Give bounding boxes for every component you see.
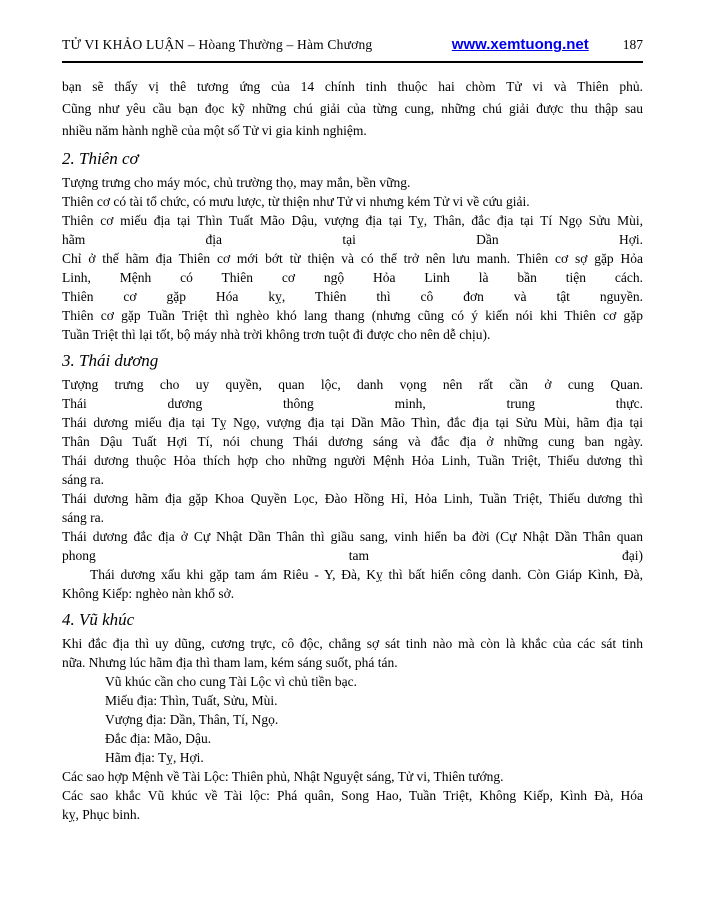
text-line: Thái dương miếu địa tại Tỵ Ngọ, vượng địa tại Dần Mão Thìn, đắc địa tại Sửu Mùi, hãm địa tại (62, 415, 643, 430)
text-line: Thiên cơ miếu địa tại Thìn Tuất Mão Dậu, vượng địa tại Tỵ, Thân, đắc địa tại Tí Ngọ Sửu Mùi, (62, 213, 643, 228)
text-line: Khi đắc địa thì uy dũng, cương trực, cô độc, chẳng sợ sát tinh nào mà còn là khắc của các sát tinh (62, 636, 643, 651)
site-link[interactable]: www.xemtuong.net (451, 36, 589, 53)
text-line: hãm địa tại Dần Hợi. (62, 232, 643, 247)
text-line: Hãm địa: Tỵ, Hợi. (105, 750, 204, 765)
intro-paragraph (62, 76, 643, 142)
text-line: Thiên cơ có tài tổ chức, có mưu lược, từ thiện như Tử vi nhưng kém Tử vi về cứu giải. (62, 194, 530, 209)
text-line: Thái dương thuộc Hỏa thích hợp cho những người Mệnh Hỏa Linh, Tuần Triệt, Thiếu dương thì (62, 453, 643, 468)
section-thien-co (62, 173, 643, 344)
section-heading-vu-khuc: 4. Vũ khúc (62, 610, 135, 629)
section-thai-duong (62, 375, 643, 603)
text-line: Thái dương xấu khi gặp tam ám Riêu - Y, Đà, Kỵ thì bất hiển công danh. Còn Giáp Kình, Đà, (90, 567, 643, 582)
section-heading-thai-duong: 3. Thái dương (62, 351, 159, 370)
section-vu-khuc (62, 634, 643, 824)
section-heading-thien-co: 2. Thiên cơ (62, 149, 139, 168)
page-header (62, 36, 643, 63)
text-line: Tượng trưng cho uy quyền, quan lộc, danh vọng nên rất cần ở cung Quan. (62, 377, 643, 392)
text-line: Miếu địa: Thìn, Tuất, Sửu, Mùi. (105, 693, 278, 708)
text-line: Vượng địa: Dần, Thân, Tí, Ngọ. (105, 712, 279, 727)
text-line: Tượng trưng cho máy móc, chủ trường thọ, may mắn, bền vững. (62, 175, 411, 190)
text-line: nữa. Nhưng lúc hãm địa thì tham lam, kém sáng suốt, phá tán. (62, 655, 398, 670)
text-line: Thái dương hãm địa gặp Khoa Quyền Lọc, Đào Hồng Hỉ, Hỏa Linh, Tuần Triệt, Thiếu dương thì (62, 491, 643, 506)
text-line: sáng ra. (62, 472, 104, 487)
text-line: Các sao khắc Vũ khúc về Tài lộc: Phá quân, Song Hao, Tuần Triệt, Không Kiếp, Kình Đà, Hóa (62, 788, 643, 803)
text-line: Linh, Mệnh có Thiên cơ ngộ Hỏa Linh là bần tiện cách. (62, 270, 643, 285)
text-line: phong tam đại) (62, 548, 643, 563)
text-line: Các sao hợp Mệnh về Tài Lộc: Thiên phủ, Nhật Nguyệt sáng, Tử vi, Thiên tướng. (62, 769, 504, 784)
page-number: 187 (622, 37, 643, 52)
text-line: Cũng như yêu cầu bạn đọc kỹ những chú giải của từng cung, những chú giải được thu thập sau (62, 101, 643, 116)
text-line: Không Kiếp: nghèo nàn khổ sở. (62, 586, 235, 601)
text-line: Tuần Triệt thì lại tốt, bộ máy nhà trời không trơn tuột đi được cho nên dễ chịu). (62, 327, 491, 342)
text-line: Thái dương đắc địa ở Cự Nhật Dần Thân thì giầu sang, vinh hiển ba đời (Cự Nhật Dần Thân quan (62, 529, 643, 544)
text-line: Thái dương thông minh, trung thực. (62, 396, 643, 411)
page-body (62, 63, 643, 824)
text-line: kỵ, Phục binh. (62, 807, 141, 822)
text-line: Thiên cơ gặp Tuần Triệt thì nghèo khó lang thang (nhưng cũng có ý kiến nói khi Thiên cơ gặp (62, 308, 643, 323)
text-line: Chỉ ở thế hãm địa Thiên cơ mới bớt từ thiện và có thể trở nên lưu manh. Thiên cơ sợ gặp Hỏa (62, 251, 643, 266)
text-line: sáng ra. (62, 510, 104, 525)
text-line: bạn sẽ thấy vị thê tương ứng của 14 chính tinh thuộc hai chòm Tử vi và Thiên phủ. (62, 79, 643, 94)
text-line: Đắc địa: Mão, Dậu. (105, 731, 212, 746)
text-line: Thiên cơ gặp Hóa kỵ, Thiên thì cô đơn và tật nguyền. (62, 289, 643, 304)
text-line: Vũ khúc cần cho cung Tài Lộc vì chủ tiền bạc. (105, 674, 358, 689)
text-line: nhiều năm hành nghề của một số Tử vi gia kinh nghiệm. (62, 123, 367, 138)
text-line: Thân Dậu Tuất Hợi Tí, nói chung Thái dương sáng và đắc địa ở những cung ban ngày. (62, 434, 643, 449)
book-title: TỬ VI KHẢO LUẬN – Hòang Thường – Hàm Chương (62, 37, 373, 52)
